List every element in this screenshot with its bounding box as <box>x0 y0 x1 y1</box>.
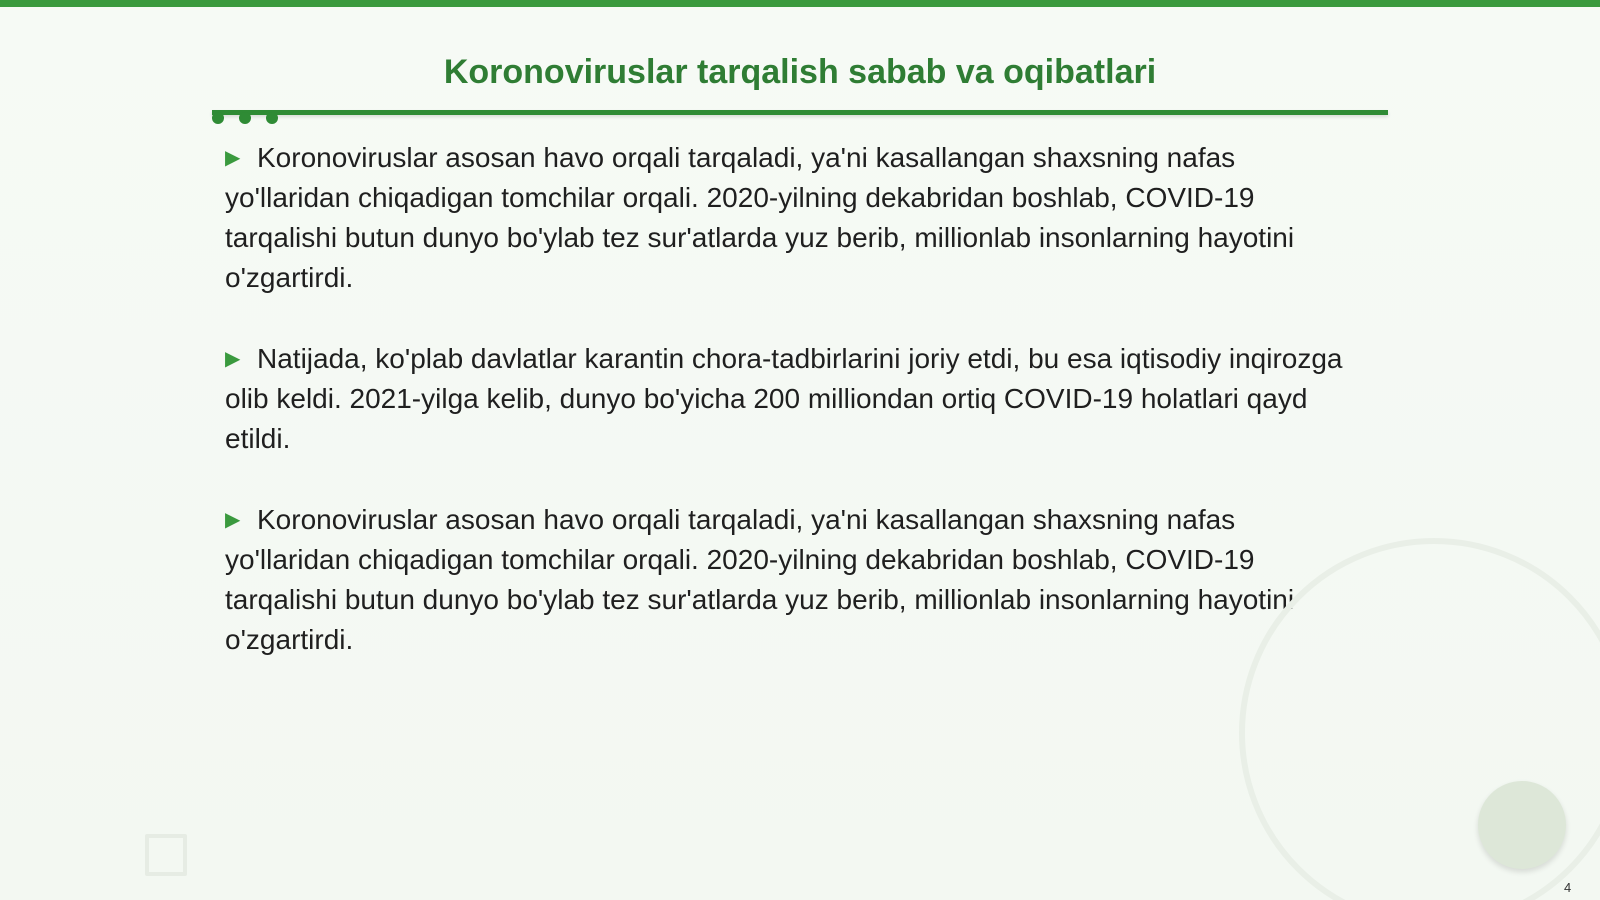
decorative-square <box>145 834 187 876</box>
decorative-dot <box>239 112 251 124</box>
bullet-text: Natijada, ko'plab davlatlar karantin chora-tadbirlarini joriy etdi, bu esa iqtisodiy inqirozga olib keldi. 2021-yilga kelib, dunyo bo'yicha 200 milliondan ortiq COVID-19 holatlari qayd etildi. <box>225 343 1343 454</box>
bullet-text: Koronoviruslar asosan havo orqali tarqaladi, ya'ni kasallangan shaxsning nafas yo'llaridan chiqadigan tomchilar orqali. 2020-yilning dekabridan boshlab, COVID-19 tarqalishi butun dunyo bo'ylab tez sur'atlarda yuz berib, millionlab insonlarning hayotini o'zgartirdi. <box>225 142 1295 293</box>
page-number: 4 <box>1564 880 1572 895</box>
decorative-dot <box>266 112 278 124</box>
decorative-circle <box>1478 781 1566 869</box>
triangle-bullet-icon: ▶ <box>225 509 241 531</box>
slide-title: Koronoviruslar tarqalish sabab va oqibatlari <box>443 53 1157 91</box>
bullet-item <box>225 339 1360 459</box>
decorative-dot <box>212 112 224 124</box>
bullet-text: Koronoviruslar asosan havo orqali tarqaladi, ya'ni kasallangan shaxsning nafas yo'llaridan chiqadigan tomchilar orqali. 2020-yilning dekabridan boshlab, COVID-19 tarqalishi butun dunyo bo'ylab tez sur'atlarda yuz berib, millionlab insonlarning hayotini o'zgartirdi. <box>225 504 1295 655</box>
bullet-item <box>225 138 1360 298</box>
title-underline <box>212 110 1388 115</box>
top-accent-bar <box>0 0 1600 7</box>
bullet-list <box>225 138 1360 701</box>
bullet-item <box>225 500 1360 660</box>
triangle-bullet-icon: ▶ <box>225 348 241 370</box>
triangle-bullet-icon: ▶ <box>225 147 241 169</box>
